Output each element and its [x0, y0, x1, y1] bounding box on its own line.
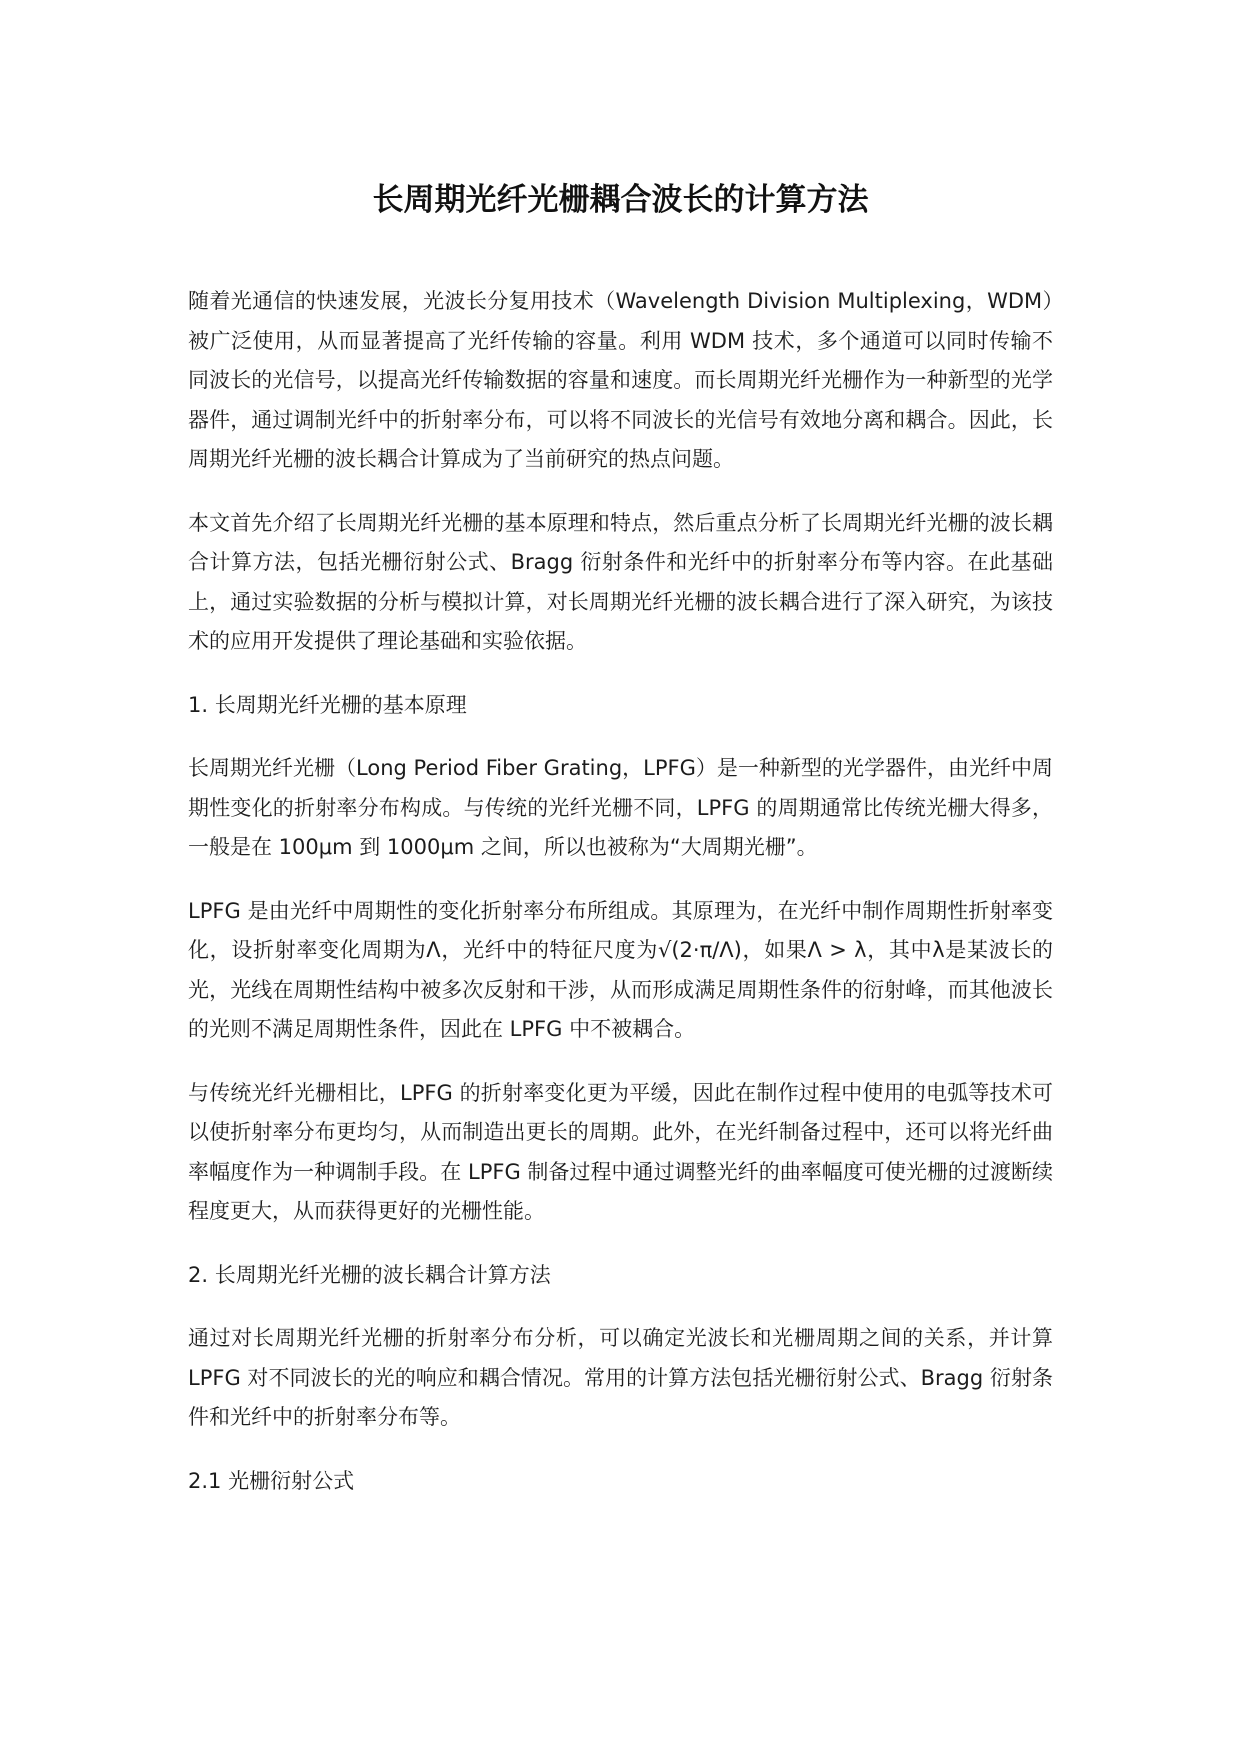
lpfg-comparison-paragraph: 与传统光纤光栅相比，LPFG 的折射率变化更为平缓，因此在制作过程中使用的电弧等技术可以使折射率分布更均匀，从而制造出更长的周期。此外，在光纤制备过程中，还可以将光纤曲率幅度作为一种调制手段。在 LPFG 制备过程中通过调整光纤的曲率幅度可使光栅的过渡断续程度更大，从而获得更好的光栅性能。	[188, 1080, 1053, 1223]
section-heading-2: 2. 长周期光纤光栅的波长耦合计算方法	[188, 1262, 551, 1287]
section-heading-1: 1. 长周期光纤光栅的基本原理	[188, 692, 467, 717]
calculation-methods-paragraph: 通过对长周期光纤光栅的折射率分布分析，可以确定光波长和光栅周期之间的关系，并计算 LPFG 对不同波长的光的响应和耦合情况。常用的计算方法包括光栅衍射公式、Bragg 衍射条件和光纤中的折射率分布等。	[188, 1326, 1053, 1429]
intro-paragraph: 随着光通信的快速发展，光波长分复用技术（Wavelength Division Multiplexing，WDM）被广泛使用，从而显著提高了光纤传输的容量。利用 WDM 技术，多个通道可以同时传输不同波长的光信号，以提高光纤传输数据的容量和速度。而长周期光纤光栅作为一种新型的光学器件，通过调制光纤中的折射率分布，可以将不同波长的光信号有效地分离和耦合。因此，长周期光纤光栅的波长耦合计算成为了当前研究的热点问题。	[188, 289, 1053, 471]
document-body	[188, 282, 1053, 1525]
lpfg-definition-paragraph: 长周期光纤光栅（Long Period Fiber Grating，LPFG）是一种新型的光学器件，由光纤中周期性变化的折射率分布构成。与传统的光纤光栅不同，LPFG 的周期通常比传统光栅大得多，一般是在 100μm 到 1000μm 之间，所以也被称为“大周期光栅”。	[188, 756, 1053, 859]
overview-paragraph: 本文首先介绍了长周期光纤光栅的基本原理和特点，然后重点分析了长周期光纤光栅的波长耦合计算方法，包括光栅衍射公式、Bragg 衍射条件和光纤中的折射率分布等内容。在此基础上，通过实验数据的分析与模拟计算，对长周期光纤光栅的波长耦合进行了深入研究，为该技术的应用开发提供了理论基础和实验依据。	[188, 510, 1053, 653]
document-title: 长周期光纤光栅耦合波长的计算方法	[372, 182, 869, 218]
lpfg-principle-paragraph: LPFG 是由光纤中周期性的变化折射率分布所组成。其原理为，在光纤中制作周期性折射率变化，设折射率变化周期为Λ，光纤中的特征尺度为√(2·π/Λ)，如果Λ > λ，其中λ是某波长的光，光线在周期性结构中被多次反射和干涉，从而形成满足周期性条件的衍射峰，而其他波长的光则不满足周期性条件，因此在 LPFG 中不被耦合。	[188, 898, 1053, 1041]
subsection-heading-2-1: 2.1 光栅衍射公式	[188, 1468, 355, 1493]
